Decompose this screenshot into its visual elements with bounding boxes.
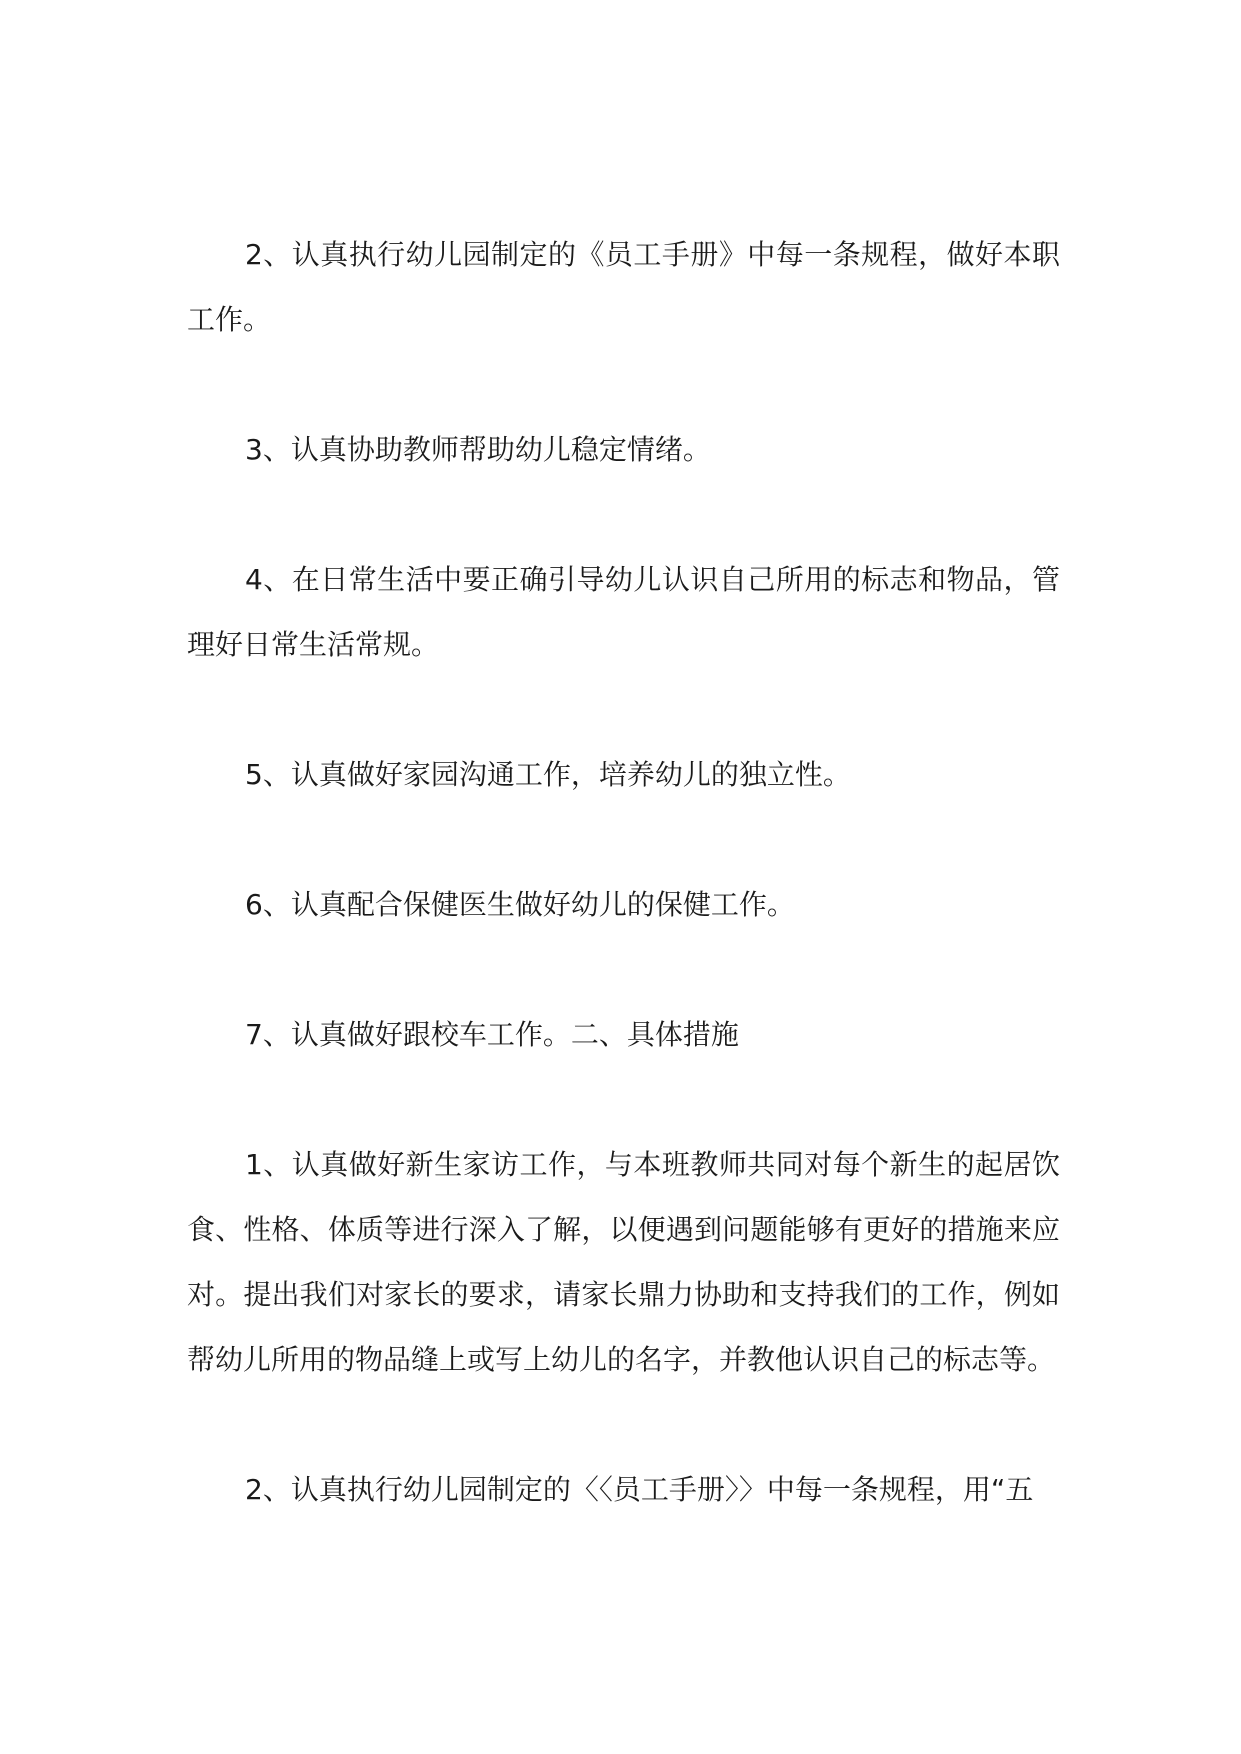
paragraph-duty-5: 5、认真做好家园沟通工作，培养幼儿的独立性。	[245, 758, 851, 791]
paragraph-duty-3: 3、认真协助教师帮助幼儿稳定情绪。	[245, 433, 711, 466]
paragraph-duty-2: 2、认真执行幼儿园制定的《员工手册》中每一条规程，做好本职工作。	[187, 238, 1060, 336]
paragraph-duty-7: 7、认真做好跟校车工作。二、具体措施	[245, 1018, 739, 1051]
paragraph-measure-2: 2、认真执行幼儿园制定的〈〈员工手册〉〉中每一条规程，用“五	[245, 1473, 1034, 1506]
paragraph-measure-1: 1、认真做好新生家访工作，与本班教师共同对每个新生的起居饮食、性格、体质等进行深入了解，以便遇到问题能够有更好的措施来应对。提出我们对家长的要求，请家长鼎力协助和支持我们的工作，例如帮幼儿所用的物品缝上或写上幼儿的名字，并教他认识自己的标志等。	[187, 1148, 1060, 1376]
document-body	[187, 222, 1060, 1587]
paragraph-duty-6: 6、认真配合保健医生做好幼儿的保健工作。	[245, 888, 795, 921]
paragraph-duty-4: 4、在日常生活中要正确引导幼儿认识自己所用的标志和物品，管理好日常生活常规。	[187, 563, 1060, 661]
